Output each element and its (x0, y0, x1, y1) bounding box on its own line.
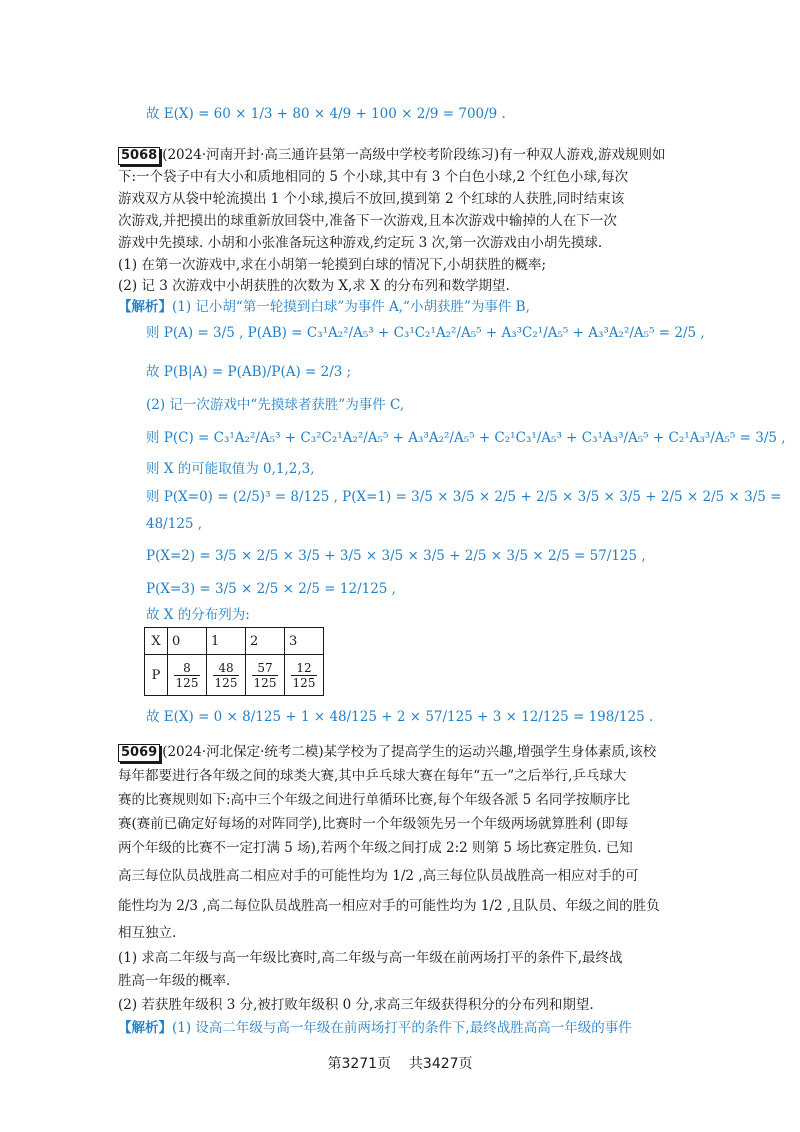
problem-5069-line-3: 赛的比赛规则如下:高中三个年级之间进行单循环比赛,每个年级各派 5 名同学按顺序比 (118, 792, 631, 808)
solution-5068-part2: (2) 记一次游戏中“先摸球者获胜”为事件 C, (146, 397, 405, 413)
problem-5068-line-3: 游戏双方从袋中轮流摸出 1 个小球,摸后不放回,摸到第 2 个红球的人获胜,同时结束该 (118, 191, 625, 207)
problem-5068-line-5: 游戏中先摸球. 小胡和小张准备玩这种游戏,约定玩 3 次,第一次游戏由小胡先摸球. (118, 235, 603, 251)
problem-5069-line-2: 每年都要进行各年级之间的球类大赛,其中乒乓球大赛在每年“五一”之后举行,乒乓球大 (118, 768, 627, 784)
problem-text: (2024·河北保定·统考二模)某学校为了提高学生的运动兴趣,增强学生身体素质,该校 (162, 744, 657, 760)
table-cell: X (145, 628, 168, 655)
problem-5069-question-1b: 胜高一年级的概率. (118, 973, 231, 989)
table-cell: P (145, 655, 168, 696)
denominator: 125 (253, 675, 277, 690)
problem-5069-question-1a: (1) 求高二年级与高一年级比赛时,高二年级与高一年级在前两场打平的条件下,最终战 (118, 950, 623, 966)
solution-5068-pa: 则 P(A) = 3/5 , P(AB) = C₃¹A₂²/A₅³ + C₃¹C₂¹A₂²/A₅⁵ + A₃³C₂¹/A₅⁵ + A₃³A₂²/A₅⁵ = 2/5 , (146, 325, 705, 341)
page-total: 共3427页 (408, 1056, 473, 1072)
problem-5069-line-5: 两个年级的比赛不一定打满 5 场),若两个年级之间打成 2:2 则第 5 场比赛定胜负. 已知 (118, 840, 633, 856)
fraction (291, 661, 318, 690)
solution-text: (1) 设高二年级与高一年级在前两场打平的条件下,最终战胜高高一年级的事件 (172, 1020, 632, 1036)
solution-5068-px1-cont: 48/125 , (146, 516, 203, 532)
denominator: 125 (214, 675, 238, 690)
solution-5068-px0-px1: 则 P(X=0) = (2/5)³ = 8/125 , P(X=1) = 3/5 × 3/5 × 2/5 + 2/5 × 3/5 × 3/5 + 2/5 × 2/5 × 3/5 = (146, 489, 782, 505)
solution-5068-pc: 则 P(C) = C₃¹A₂²/A₅³ + C₃²C₂¹A₂²/A₅⁵ + A₃³A₂²/A₅⁵ + C₂¹C₃¹/A₅³ + C₃¹A₃³/A₅⁵ + C₂¹A₃³/A₅⁵ = 3/5 , (146, 430, 786, 446)
solution-tag: 【解析】 (118, 299, 172, 315)
solution-5068-intro (118, 298, 530, 316)
distribution-table (144, 627, 324, 696)
denominator: 125 (175, 675, 199, 690)
table-cell: 3 (285, 628, 324, 655)
table-cell (285, 655, 324, 696)
solution-5069-intro (118, 1019, 632, 1037)
problem-text: (2024·河南开封·高三通许县第一高级中学校考阶段练习)有一种双人游戏,游戏规则如 (162, 147, 666, 163)
table-cell: 1 (207, 628, 246, 655)
table-row (145, 655, 324, 696)
solution-5068-expectation: 故 E(X) = 0 × 8/125 + 1 × 48/125 + 2 × 57/125 + 3 × 12/125 = 198/125 . (146, 709, 654, 725)
problem-5068-line-2: 下:一个袋子中有大小和质地相同的 5 个小球,其中有 3 个白色小球,2 个红色小球,每次 (118, 169, 629, 185)
table-cell: 0 (168, 628, 207, 655)
solution-text: (1) 记小胡“第一轮摸到白球”为事件 A,“小胡获胜”为事件 B, (172, 299, 530, 315)
fraction (174, 661, 201, 690)
table-row (145, 628, 324, 655)
problem-5068-line-4: 次游戏,并把摸出的球重新放回袋中,准备下一次游戏,且本次游戏中输掉的人在下一次 (118, 213, 617, 229)
solution-5068-dist-label: 故 X 的分布列为: (146, 607, 250, 623)
problem-5069-question-2: (2) 若获胜年级积 3 分,被打败年级积 0 分,求高三年级获得积分的分布列和期望. (118, 997, 594, 1013)
fraction (213, 661, 240, 690)
solution-tag: 【解析】 (118, 1020, 172, 1036)
problem-5069-line-1 (118, 743, 656, 762)
fraction (252, 661, 279, 690)
page-number: 第3271页 (327, 1056, 392, 1072)
expectation-line-prev: 故 E(X) = 60 × 1/3 + 80 × 4/9 + 100 × 2/9 = 700/9 . (146, 106, 506, 122)
numerator: 57 (252, 661, 279, 676)
problem-number-badge: 5069 (118, 744, 160, 762)
solution-5068-px2: P(X=2) = 3/5 × 2/5 × 3/5 + 3/5 × 3/5 × 3/5 + 2/5 × 3/5 × 2/5 = 57/125 , (146, 548, 646, 564)
table-cell (246, 655, 285, 696)
problem-5069-line-6: 高三每位队员战胜高二相应对手的可能性均为 1/2 ,高三每位队员战胜高一相应对手的可 (118, 868, 639, 884)
problem-5068-question-2: (2) 记 3 次游戏中小胡获胜的次数为 X,求 X 的分布列和数学期望. (118, 278, 510, 294)
table-cell: 2 (246, 628, 285, 655)
numerator: 48 (213, 661, 240, 676)
solution-5068-pba: 故 P(B|A) = P(AB)/P(A) = 2/3 ; (146, 364, 352, 380)
problem-5068-line-1 (118, 146, 665, 165)
page-footer (0, 1053, 800, 1073)
problem-5068-question-1: (1) 在第一次游戏中,求在小胡第一轮摸到白球的情况下,小胡获胜的概率; (118, 257, 547, 273)
problem-5069-line-4: 赛(赛前已确定好每场的对阵同学),比赛时一个年级领先另一个年级两场就算胜利 (即每 (118, 816, 629, 832)
solution-5068-x-values: 则 X 的可能取值为 0,1,2,3, (146, 461, 315, 477)
table-cell (168, 655, 207, 696)
solution-5068-px3: P(X=3) = 3/5 × 2/5 × 2/5 = 12/125 , (146, 581, 396, 597)
numerator: 12 (291, 661, 318, 676)
problem-5069-line-7: 能性均为 2/3 ,高二每位队员战胜高一相应对手的可能性均为 1/2 ,且队员、年级之间的胜负 (118, 898, 660, 914)
numerator: 8 (174, 661, 201, 676)
problem-5069-line-8: 相互独立. (118, 925, 177, 941)
denominator: 125 (292, 675, 316, 690)
table-cell (207, 655, 246, 696)
problem-number-badge: 5068 (118, 147, 160, 165)
